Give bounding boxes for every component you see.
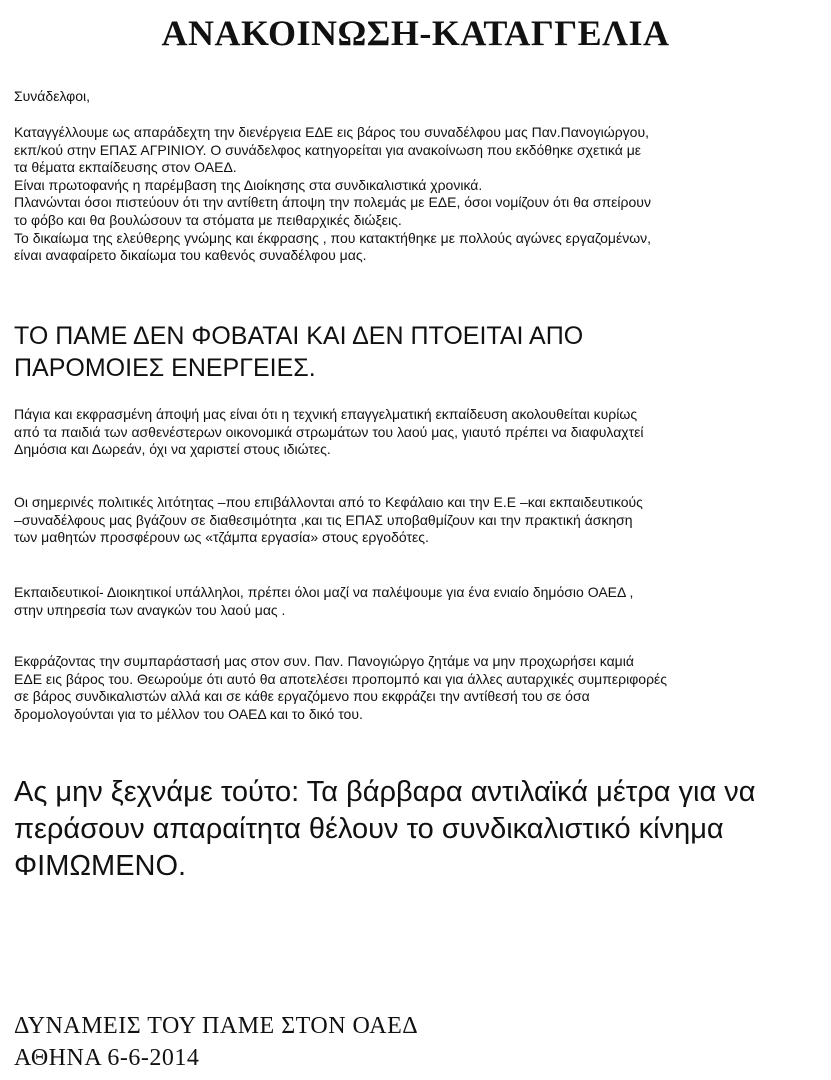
paragraph-line: Εκφράζοντας την συμπαράστασή μας στον συν. Παν. Πανογιώργο ζητάμε να μην προχωρήσει καμιά <box>14 653 634 669</box>
paragraph-line: –συναδέλφους μας βγάζουν σε διαθεσιμότητα ,και τις ΕΠΑΣ υποβαθμίζουν και την πρακτική άσκηση <box>14 511 633 528</box>
headline-line: ΠΑΡΟΜΟΙΕΣ ΕΝΕΡΓΕΙΕΣ. <box>14 354 316 382</box>
paragraph-line: Πλανώνται όσοι πιστεύουν ότι την αντίθετη άποψη την πολεμάς με ΕΔΕ, όσοι νομίζουν ότι θα σπείρουν <box>14 194 651 211</box>
closing-statement <box>14 774 756 885</box>
closing-line: ΦΙΜΩΜΕΝΟ. <box>14 850 187 882</box>
paragraph-line: Εκπαιδευτικοί- Διοικητικοί υπάλληλοι, πρέπει όλοι μαζί να παλέψουμε για ένα ενιαίο δημόσιο ΟΑΕΔ , <box>14 584 634 600</box>
paragraph-line: από τα παιδιά των ασθενέστερων οικονομικά στρωμάτων του λαού μας, γιαυτό πρέπει να διαφυλαχτεί <box>14 423 644 440</box>
paragraph-line: Είναι πρωτοφανής η παρέμβαση της Διοίκησης στα συνδικαλιστικά χρονικά. <box>14 176 483 193</box>
paragraph-line: Καταγγέλλουμε ως απαράδεχτη την διενέργεια ΕΔΕ εις βάρος του συναδέλφου μας Παν.Πανογιώργου, <box>14 124 650 140</box>
paragraph-line: είναι αναφαίρετο δικαίωμα του καθενός συναδέλφου μας. <box>14 247 367 264</box>
closing-line: Ας μην ξεχνάμε τούτο: Τα βάρβαρα αντιλαϊκά μέτρα για να <box>14 776 756 808</box>
document-title: ΑΝΑΚΟΙΝΩΣΗ-ΚΑΤΑΓΓΕΛΙΑ <box>161 13 670 53</box>
signature-organization: ΔΥΝΑΜΕΙΣ ΤΟΥ ΠΑΜΕ ΣΤΟΝ ΟΑΕΔ <box>14 1013 419 1039</box>
paragraph-line: στην υπηρεσία των αναγκών του λαού μας . <box>14 601 286 618</box>
paragraph-line: σε βάρος συνδικαλιστών αλλά και σε κάθε εργαζόμενο που εκφράζει την αντίθεσή του σε όσα <box>14 688 590 705</box>
paragraph-line: Το δικαίωμα της ελεύθερης γνώμης και έκφρασης , που κατακτήθηκε με πολλούς αγώνες εργαζομένων, <box>14 229 652 246</box>
paragraph-line: τα θέματα εκπαίδευσης στον ΟΑΕΔ. <box>14 159 237 176</box>
paragraph-line: Δημόσια και Δωρεάν, όχι να χαριστεί στους ιδιώτες. <box>14 441 331 458</box>
paragraph-4 <box>14 584 829 619</box>
signature-block <box>14 1010 418 1074</box>
paragraph-line: των μαθητών προσφέρουν ως «τζάμπα εργασία» στους εργοδότες. <box>14 529 429 546</box>
paragraph-3 <box>14 494 829 547</box>
greeting: Συνάδελφοι, <box>14 88 91 104</box>
headline-line: ΤΟ ΠΑΜΕ ΔΕΝ ΦΟΒΑΤΑΙ ΚΑΙ ΔΕΝ ΠΤΟΕΙΤΑΙ ΑΠΟ <box>14 322 584 350</box>
paragraph-line: Οι σημερινές πολιτικές λιτότητας –που επιβάλλονται από το Κεφάλαιο και την Ε.Ε –και εκπαιδευτικούς <box>14 494 643 510</box>
paragraph-1 <box>14 124 829 265</box>
paragraph-line: Πάγια και εκφρασμένη άποψή μας είναι ότι η τεχνική επαγγελματική εκπαίδευση ακολουθείται κυρίως <box>14 406 638 422</box>
paragraph-line: δρομολογούνται για το μέλλον του ΟΑΕΔ και το δικό του. <box>14 705 363 722</box>
signature-place-date: ΑΘΗΝΑ 6-6-2014 <box>14 1045 200 1071</box>
paragraph-line: ΕΔΕ εις βάρος του. Θεωρούμε ότι αυτό θα αποτελέσει προπομπό και για άλλες αυταρχικές συμπεριφορές <box>14 670 668 687</box>
closing-line: περάσουν απαραίτητα θέλουν το συνδικαλιστικό κίνημα <box>14 813 724 845</box>
paragraph-line: εκπ/κού στην ΕΠΑΣ ΑΓΡΙΝΙΟΥ. Ο συνάδελφος κατηγορείται για ανακοίνωση που εκδόθηκε σχετικά με <box>14 141 642 158</box>
headline <box>14 320 583 384</box>
paragraph-2 <box>14 406 829 459</box>
paragraph-5 <box>14 653 829 723</box>
paragraph-line: το φόβο και θα βουλώσουν τα στόματα με πειθαρχικές διώξεις. <box>14 211 402 228</box>
